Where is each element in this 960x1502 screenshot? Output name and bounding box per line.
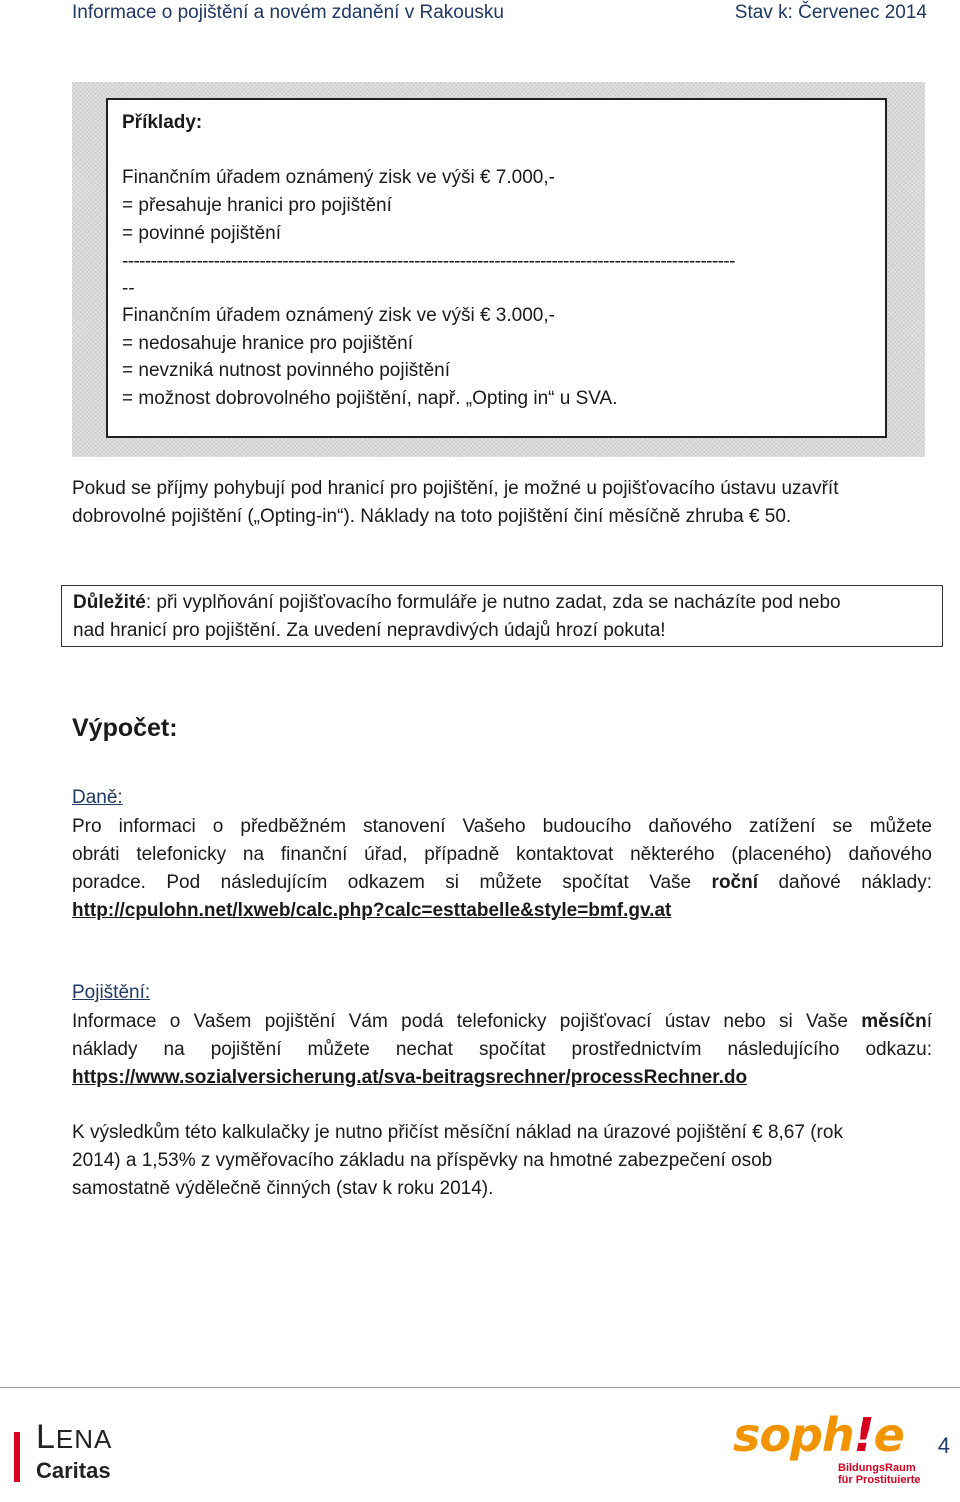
- header-title: Informace o pojištění a novém zdanění v Rakousku: [72, 2, 504, 23]
- example-divider: -----------------------------------------------------------------------------------------------------------: [122, 251, 735, 272]
- opting-in-line: dobrovolné pojištění („Opting-in“). Náklady na toto pojištění činí měsíčně zhruba € 50.: [72, 506, 792, 527]
- result-paragraph: [72, 1119, 932, 1203]
- example-line: = povinné pojištění: [122, 223, 281, 244]
- sophie-logo-tagline: BildungsRaum für Prostituierte: [838, 1462, 921, 1486]
- tax-line: Pro informaci o předběžném stanovení Vašeho budoucího daňového zatížení se můžete: [72, 816, 932, 837]
- tax-paragraph: [72, 813, 932, 925]
- caritas-logo: Caritas: [36, 1458, 111, 1483]
- insurance-calculator-link[interactable]: https://www.sozialversicherung.at/sva-beitragsrechner/processRechner.do: [72, 1067, 748, 1088]
- important-label: Důležité: [73, 592, 146, 613]
- insurance-paragraph: [72, 1008, 932, 1092]
- example-divider-tail: --: [122, 278, 135, 299]
- result-line: 2014) a 1,53% z vyměřovacího základu na příspěvky na hmotné zabezpečení osob: [72, 1150, 773, 1171]
- tax-line: obráti telefonicky na finanční úřad, případně kontaktovat některého (placeného) daňového: [72, 844, 932, 865]
- insurance-monthly-emphasis: měsíčn: [861, 1011, 927, 1032]
- result-line: samostatně výdělečně činných (stav k roku 2014).: [72, 1178, 494, 1199]
- example-line: Finančním úřadem oznámený zisk ve výši € 3.000,-: [122, 305, 555, 326]
- important-text: : při vyplňování pojišťovacího formuláře je nutno zadat, zda se nacházíte pod nebo: [145, 592, 841, 613]
- insurance-line: Informace o Vašem pojištění Vám podá telefonicky pojišťovací ústav nebo si Vaše měsíční: [72, 1011, 932, 1032]
- example-line: = nevzniká nutnost povinného pojištění: [122, 360, 450, 381]
- calculation-heading: Výpočet:: [72, 714, 178, 742]
- tax-heading: Daně:: [72, 787, 123, 808]
- important-text-line2: nad hranicí pro pojištění. Za uvedení nepravdivých údajů hrozí pokuta!: [73, 620, 666, 641]
- example-line: = přesahuje hranici pro pojištění: [122, 195, 392, 216]
- lena-logo: LENA: [36, 1418, 113, 1456]
- example-line: Finančním úřadem oznámený zisk ve výši € 7.000,-: [122, 167, 555, 188]
- header-date: Stav k: Červenec 2014: [734, 2, 927, 23]
- lena-logo-bar: [14, 1432, 20, 1482]
- tax-line: poradce. Pod následujícím odkazem si můžete spočítat Vaše roční daňové náklady:: [72, 872, 933, 893]
- opting-in-line: Pokud se příjmy pohybují pod hranicí pro pojištění, je možné u pojišťovacího ústavu uzavřít: [72, 478, 839, 499]
- page-number: 4: [937, 1433, 950, 1458]
- tax-calculator-link[interactable]: http://cpulohn.net/lxweb/calc.php?calc=esttabelle&style=bmf.gv.at: [72, 900, 672, 921]
- footer-divider: [0, 1387, 960, 1388]
- result-line: K výsledkům této kalkulačky je nutno přičíst měsíční náklad na úrazové pojištění € 8,67 (rok: [72, 1122, 843, 1143]
- examples-box: [106, 98, 887, 438]
- insurance-heading: Pojištění:: [72, 982, 151, 1003]
- opting-in-paragraph: [72, 475, 932, 531]
- example-line: = nedosahuje hranice pro pojištění: [122, 333, 414, 354]
- important-notice-box: [61, 585, 943, 647]
- tax-annual-emphasis: roční: [711, 872, 758, 893]
- sophie-logo: soph!e: [733, 1408, 904, 1462]
- insurance-line: náklady na pojištění můžete nechat spočítat prostřednictvím následujícího odkazu:: [72, 1039, 932, 1060]
- examples-title: Příklady:: [122, 112, 203, 133]
- example-line: = možnost dobrovolného pojištění, např. „Opting in“ u SVA.: [122, 388, 618, 409]
